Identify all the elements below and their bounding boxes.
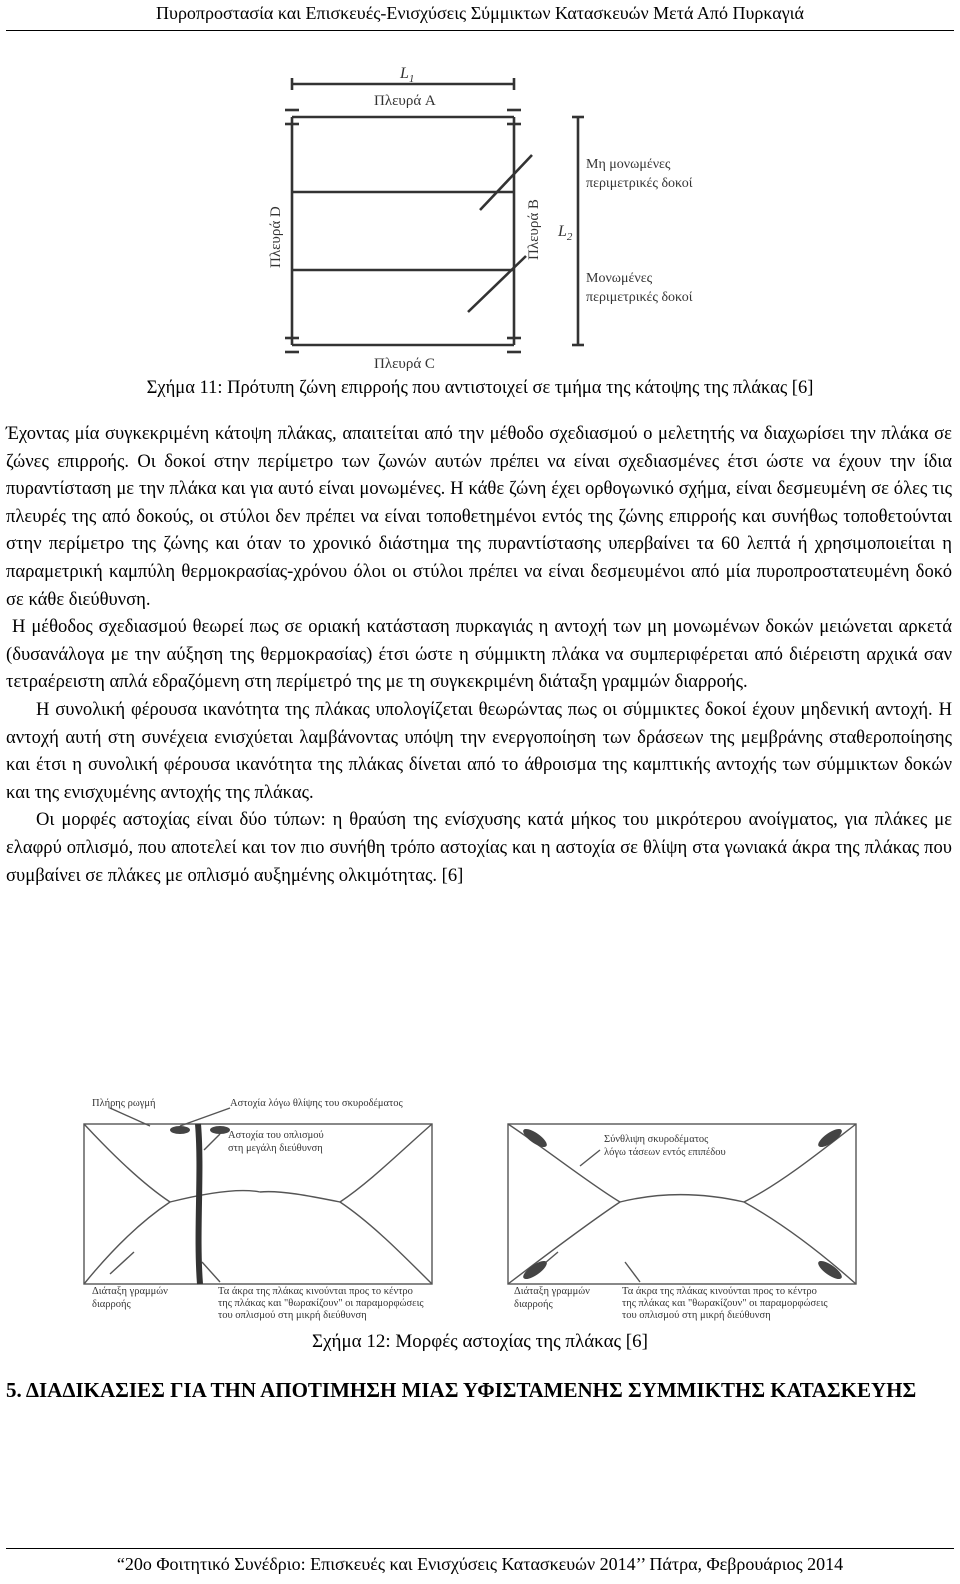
left-reinf-failure-label-2: στη μεγάλη διεύθυνση [228, 1143, 323, 1154]
side-d-label: Πλευρά D [268, 206, 284, 268]
unprotected-label-1: Μη μονωμένες [586, 157, 671, 172]
footer-rule [6, 1548, 954, 1549]
right-edges-label-3: του οπλισμού στη μικρή διεύθυνση [622, 1310, 771, 1321]
side-a-label: Πλευρά A [374, 93, 436, 109]
svg-text:L2 [557, 223, 573, 243]
paragraph-3: Η συνολική φέρουσα ικανότητα της πλάκας υπολογίζεται θεωρώντας πως οι σύμμικτες δοκοί έχουν μηδενική αντοχή. Η αντοχή αυτή στη συνέχεια ενισχύεται λαμβάνοντας υπόψη την ενεργοποίηση των δράσεων της μεμβράνης σταθεροποίησης και έτσι η συνολική φέρουσα ικανότητα της πλάκας δίνεται από το άθροισμα της καμπτικής αντοχής των σύμμικτων δοκών και της ενισχυμένης αντοχής της πλάκας. [6, 698, 952, 803]
left-yield-line-right [340, 1124, 432, 1284]
protected-label-2: περιμετρικές δοκοί [586, 290, 693, 305]
right-yield-lines-label-1: Διάταξη γραμμών [514, 1286, 590, 1297]
left-compression-label: Αστοχία λόγω θλίψης του σκυροδέματος [230, 1098, 403, 1109]
figure-12-diagram [80, 1092, 860, 1322]
figure-11-caption: Σχήμα 11: Πρότυπη ζώνη επιρροής που αντιστοιχεί σε τμήμα της κάτοψης της πλάκας [6] [146, 378, 814, 398]
right-yield-line-right [744, 1124, 856, 1284]
left-yield-lines-label-1: Διάταξη γραμμών [92, 1286, 168, 1297]
unprotected-leader [480, 155, 532, 210]
left-full-crack-label: Πλήρης ρωγμή [92, 1098, 156, 1109]
protected-leader [468, 256, 526, 312]
right-compression-label-1: Σύνθλιψη σκυροδέματος [604, 1134, 709, 1145]
l1-subscript: 1 [408, 73, 415, 85]
left-full-crack-mark [198, 1124, 200, 1284]
left-edges-label-2: της πλάκας και "θωρακίζουν" οι παραμορφώσεις [218, 1298, 424, 1309]
right-edges-label-1: Τα άκρα της πλάκας κινούνται προς το κέντρο [622, 1286, 817, 1297]
body-text [6, 420, 952, 889]
header-rule [6, 30, 954, 31]
left-edges-label-3: του οπλισμού στη μικρή διεύθυνση [218, 1310, 367, 1321]
left-yield-line-left [84, 1124, 170, 1284]
side-c-label: Πλευρά C [374, 356, 435, 372]
paragraph-2: Η μέθοδος σχεδιασμού θεωρεί πως σε οριακή κατάσταση πυρκαγιάς η αντοχή των μη μονωμένων δοκών μειώνεται αρκετά (δυσανάλογα με την αύξηση της θερμοκρασίας) έτσι ώστε η σύμμικτη πλάκα να συμπεριφέρεται από διέρειστη αρχικά σαν τετραέρειστη απλά εδραζόμενη στη περίμετρό της με τη συγκεκριμένη διάταξη γραμμών διαρροής. [6, 616, 952, 693]
l2-label: L [558, 223, 567, 240]
side-b-label: Πλευρά B [526, 199, 542, 260]
right-yield-lines-label-2: διαρροής [514, 1299, 553, 1310]
section-heading: 5. ΔΙΑΔΙΚΑΣΙΕΣ ΓΙΑ ΤΗΝ ΑΠΟΤΙΜΗΣΗ ΜΙΑΣ ΥΦΙΣΤΑΜΕΝΗΣ ΣΥΜΜΙΚΤΗΣ ΚΑΤΑΣΚΕΥΗΣ [6, 1378, 917, 1402]
svg-text:L1 [399, 65, 414, 85]
left-edges-label-1: Τα άκρα της πλάκας κινούνται προς το κέντρο [218, 1286, 413, 1297]
l1-label: L [400, 65, 409, 82]
unprotected-label-2: περιμετρικές δοκοί [586, 176, 693, 191]
l2-subscript: 2 [566, 231, 573, 243]
running-footer: “20ο Φοιτητικό Συνέδριο: Επισκευές και Ενισχύσεις Κατασκευών 2014’’ Πάτρα, Φεβρουάριος 2014 [116, 1554, 844, 1574]
right-edges-label-2: της πλάκας και "θωρακίζουν" οι παραμορφώσεις [622, 1298, 828, 1309]
paragraph-4: Οι μορφές αστοχίας είναι δύο τύπων: η θραύση της ενίσχυσης κατά μήκος του μικρότερου ανοίγματος, για πλάκες με ελαφρύ οπλισμό, που αποτελεί και τον πιο συνήθη τρόπο αστοχίας και η αστοχία σε θλίψη στα γωνιακά άκρα της πλάκας που συμβαίνει σε πλάκες με οπλισμό αυξημένης ολκιμότητας. [6] [6, 809, 952, 886]
right-compression-label-2: λόγω τάσεων εντός επιπέδου [604, 1147, 726, 1158]
left-reinf-failure-label-1: Αστοχία του οπλισμού [228, 1130, 324, 1141]
running-header: Πυροπροστασία και Επισκευές-Ενισχύσεις Σύμμικτων Κατασκευών Μετά Από Πυρκαγιά [156, 3, 804, 23]
paragraph-1: Έχοντας μία συγκεκριμένη κάτοψη πλάκας, απαιτείται από την μέθοδο σχεδιασμού ο μελετητής να διαχωρίσει την πλάκα σε ζώνες επιρροής. Οι δοκοί στην περίμετρο των ζωνών αυτών πρέπει να είναι σχεδιασμένες έτσι ώστε να έχουν την ίδια πυραντίσταση με την πλάκα και για αυτό είναι μονωμένες. Η κάθε ζώνη έχει ορθογωνικό σχήμα, είναι δεσμευμένη σε όλες τις πλευρές της από δοκούς, οι στύλοι δεν πρέπει να είναι τοποθετημένοι εντός της ζώνης επιρροής και συνήθως τοποθετούνται στην περίμετρο της ζώνης και όταν το χρονικό διάστημα της πυραντίστασης υπερβαίνει τα 60 λεπτά ή χρησιμοποιείται η παραμετρική καμπύλη θερμοκρασίας-χρόνου όλοι οι στύλοι πρέπει να είναι δεσμευμένοι από μία πυροπροστατευμένη δοκό σε κάθε διεύθυνση. [6, 423, 952, 610]
figure-12-caption: Σχήμα 12: Μορφές αστοχίας της πλάκας [6] [312, 1331, 648, 1352]
protected-label-1: Μονωμένες [586, 271, 653, 286]
left-yield-lines-label-2: διαρροής [92, 1299, 131, 1310]
figure-11-diagram [260, 50, 693, 374]
